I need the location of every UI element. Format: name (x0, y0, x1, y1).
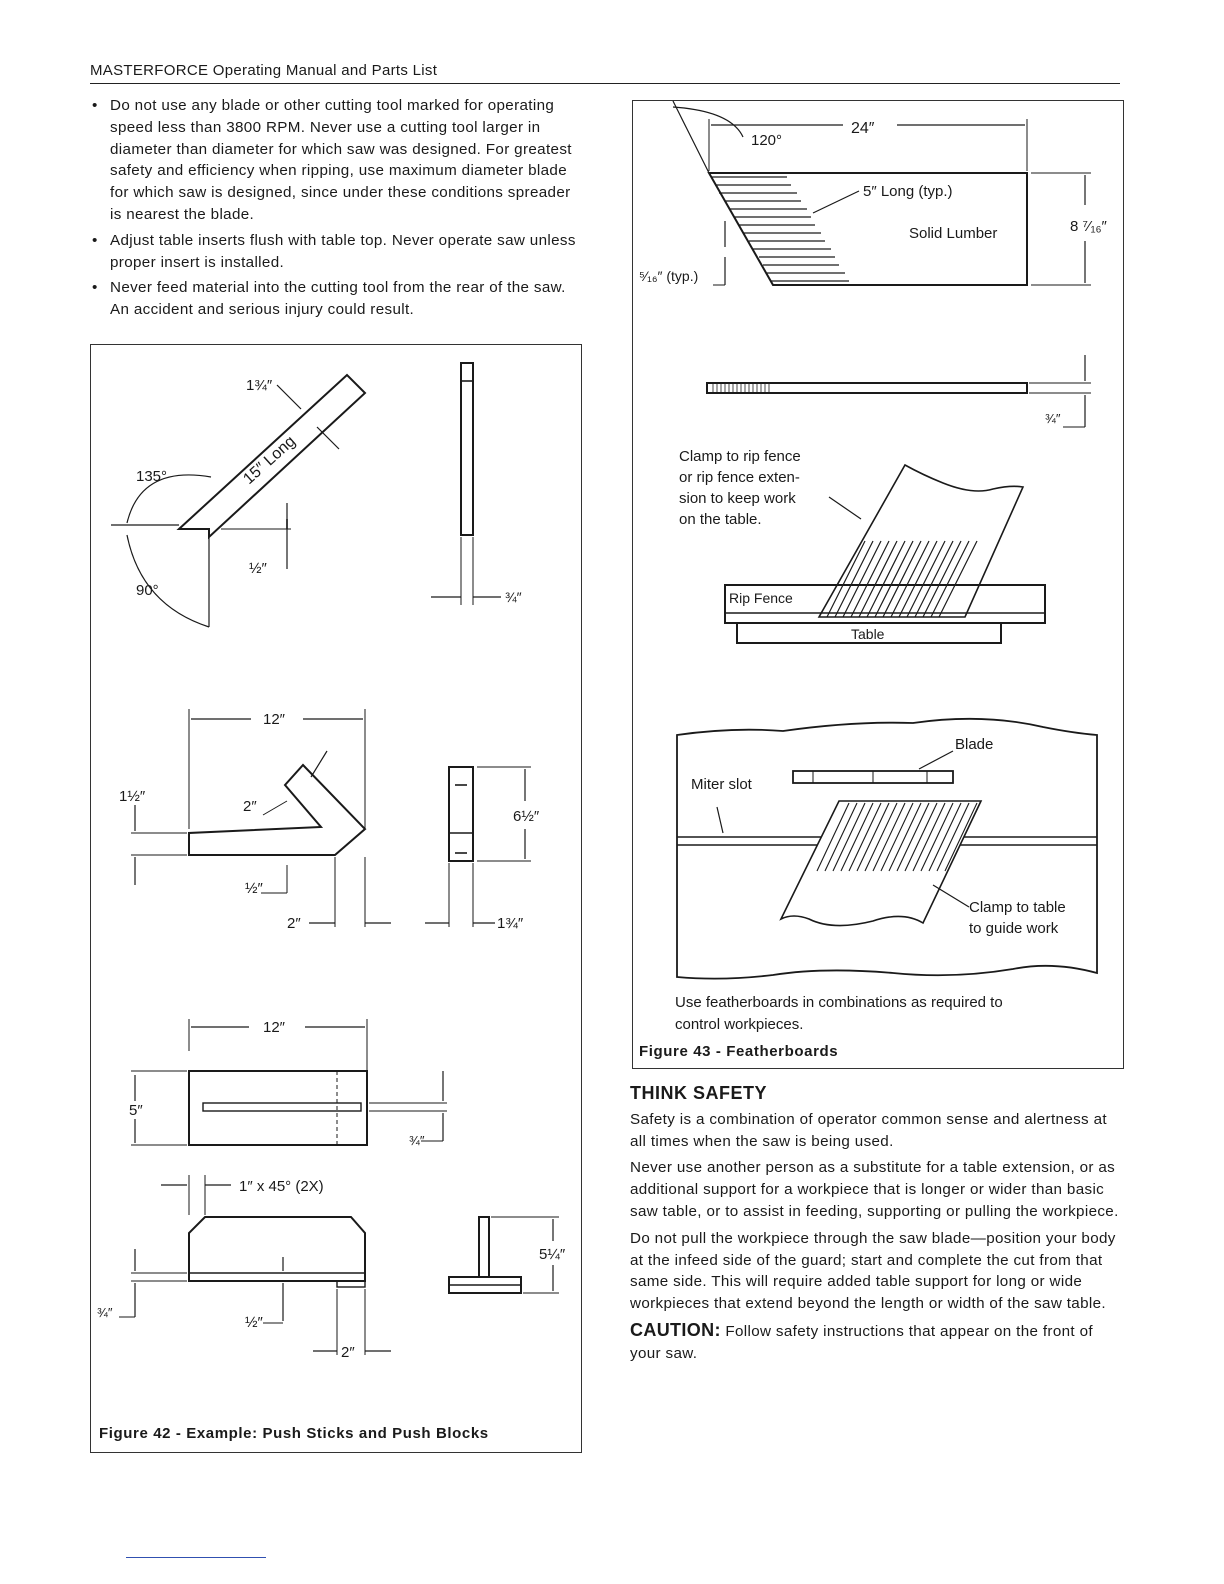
usage-note-line: control workpieces. (675, 1016, 804, 1033)
bullet-item: • Never feed material into the cutting tool from the rear of the saw. An accident and serious injury could result. (90, 277, 580, 321)
caution-text: Follow safety instructions that appear on the front of your saw. (630, 1322, 1093, 1362)
featherboard-edge-view (707, 355, 1091, 427)
dim-width: 1¾″ (246, 377, 273, 394)
dim-board-length: 24″ (851, 120, 875, 137)
table-note-line: Clamp to table (969, 899, 1066, 916)
fence-note-line: Clamp to rip fence (679, 448, 801, 465)
dim-block-base: ¾″ (97, 1305, 113, 1320)
dim-slot-length: 5″ Long (typ.) (863, 183, 953, 200)
figure-43 (632, 100, 1124, 1069)
table-label: Table (851, 626, 885, 642)
dim-t-height: 5¼″ (539, 1246, 566, 1263)
push-stick-angled (111, 363, 522, 627)
push-stick-l-shape (119, 709, 540, 932)
dim-side-height: 6½″ (513, 808, 540, 825)
caution-label: CAUTION: (630, 1319, 721, 1340)
table-top-view (675, 719, 1097, 1033)
board-material: Solid Lumber (909, 225, 998, 242)
bullet-item: • Adjust table inserts flush with table top. Never operate saw unless proper insert is installed. (90, 230, 580, 274)
dim-spacing: ⁵⁄₁₆″ (typ.) (639, 268, 699, 284)
dim-heel: 2″ (287, 915, 301, 932)
blade-label: Blade (955, 736, 994, 753)
page-header: MASTERFORCE Operating Manual and Parts List (90, 62, 1120, 84)
dim-length: 15″ Long (240, 432, 299, 488)
dim-height: 1½″ (119, 788, 146, 805)
dim-angle-90: 90° (136, 582, 159, 599)
bullet-item: • Do not use any blade or other cutting tool marked for operating speed less than 3800 RPM. Never use a cutting tool larger in diameter than diameter for which saw was designed. For greatest safety and efficiency when ripping, use maximum diameter blade for which saw is designed, since under these conditions spreader is nearest the blade. (90, 95, 580, 226)
featherboard-top-view (639, 101, 1108, 285)
dim-thickness: ¾″ (505, 589, 522, 605)
dim-block-notch: ½″ (245, 1314, 263, 1331)
safety-bullets (90, 95, 580, 325)
figure-42 (90, 344, 582, 1453)
dim-notch: ½″ (249, 560, 267, 577)
paragraph: Never use another person as a substitute for a table extension, or as additional support for a workpiece that is longer or wider than basic saw table, or to assist in feeding, supporting or pulling the workpiece. (630, 1159, 1119, 1220)
table-note-line: to guide work (969, 920, 1059, 937)
fence-note-line: or rip fence exten- (679, 469, 800, 486)
section-title: THINK SAFETY (630, 1083, 768, 1103)
dim-block-thickness: ¾″ (409, 1133, 425, 1148)
dim-board-thickness: ¾″ (1045, 411, 1061, 426)
usage-note-line: Use featherboards in combinations as required to (675, 994, 1003, 1011)
fence-note-line: on the table. (679, 511, 762, 528)
figure-43-caption: Figure 43 - Featherboards (639, 1043, 839, 1060)
dim-notch-2: ½″ (245, 880, 263, 897)
think-safety-section (630, 1083, 1122, 1370)
dim-block-length: 12″ (263, 1019, 285, 1036)
figure-42-caption: Figure 42 - Example: Push Sticks and Push Blocks (99, 1425, 489, 1442)
dim-block-heel: 2″ (341, 1344, 355, 1361)
rip-fence-label: Rip Fence (729, 590, 793, 606)
push-block (97, 1019, 566, 1361)
paragraph: Safety is a combination of operator common sense and alertness at all times when the saw is being used. (630, 1110, 1107, 1150)
rip-fence-view (679, 448, 1045, 643)
dim-board-angle: 120° (751, 132, 783, 149)
figure-43-drawing (633, 101, 1123, 1068)
dim-chamfer: 1″ x 45° (2X) (239, 1178, 324, 1195)
miter-slot-label: Miter slot (691, 776, 752, 793)
dim-block-height: 5″ (129, 1102, 143, 1119)
paragraph: Do not pull the workpiece through the saw blade—position your body at the infeed side of the guard; start and complete the cut from that same side. This will require added table support for long or wide workpieces that extend beyond the length or width of the saw table. (630, 1229, 1116, 1313)
caution-paragraph (630, 1320, 1122, 1365)
dim-length-12: 12″ (263, 711, 285, 728)
dim-angle-135: 135° (136, 468, 168, 485)
dim-side-width: 1¾″ (497, 915, 524, 932)
dim-board-height: 8 ⁷⁄₁₆″ (1070, 218, 1107, 235)
figure-42-drawing (91, 345, 581, 1452)
fence-note-line: sion to keep work (679, 490, 796, 507)
footer-link-line (126, 1557, 266, 1558)
dim-angle-width: 2″ (243, 798, 257, 815)
